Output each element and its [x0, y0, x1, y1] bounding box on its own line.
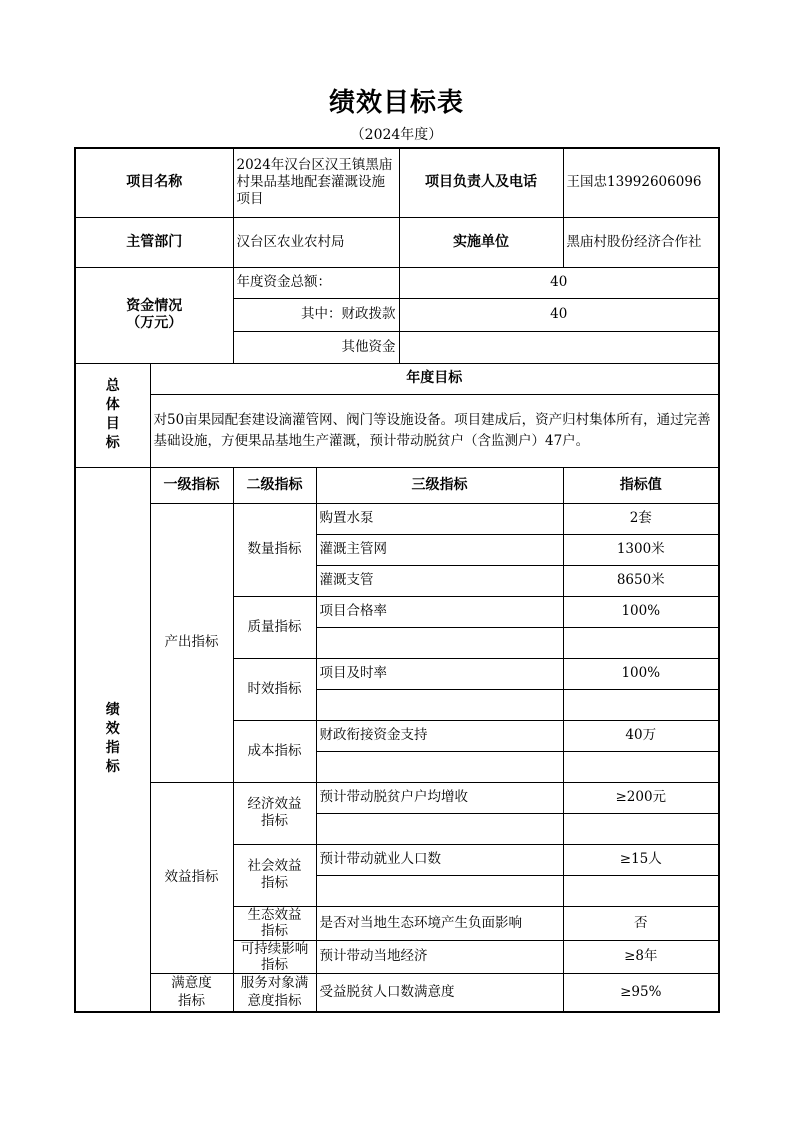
overall-goal-side-label — [75, 363, 150, 467]
side-char: 目 — [105, 416, 120, 432]
level2-cost: 成本指标 — [233, 720, 316, 782]
indicator-cell — [316, 751, 563, 782]
value-cell — [563, 751, 719, 782]
value-cell — [563, 875, 719, 906]
level1-satisfaction: 满意度指标 — [150, 973, 233, 1012]
value-cell: 2套 — [563, 503, 719, 534]
project-name-label: 项目名称 — [75, 148, 233, 217]
indicator-cell: 灌溉支管 — [316, 565, 563, 596]
side-char: 指 — [105, 740, 120, 757]
indicator-cell: 受益脱贫人口数满意度 — [316, 973, 563, 1012]
table-row — [75, 148, 719, 217]
funds-fiscal-value: 40 — [399, 298, 719, 331]
value-cell — [563, 627, 719, 658]
value-cell: ≥95% — [563, 973, 719, 1012]
level1-benefit: 效益指标 — [150, 782, 233, 973]
funds-label — [75, 267, 233, 363]
level2-sustainable: 可持续影响指标 — [233, 940, 316, 973]
dept-value: 汉台区农业农村局 — [233, 217, 399, 267]
indicator-cell: 是否对当地生态环境产生负面影响 — [316, 906, 563, 940]
funds-other-value — [399, 331, 719, 363]
project-name-value: 2024年汉台区汉王镇黑庙村果品基地配套灌溉设施项目 — [233, 148, 399, 217]
indicator-cell: 项目及时率 — [316, 658, 563, 689]
header-level1: 一级指标 — [150, 467, 233, 503]
indicator-cell: 预计带动就业人口数 — [316, 844, 563, 875]
table-row — [75, 782, 719, 813]
level2-quantity: 数量指标 — [233, 503, 316, 596]
table-row — [75, 503, 719, 534]
value-cell: ≥8年 — [563, 940, 719, 973]
dept-label: 主管部门 — [75, 217, 233, 267]
level2-ecological: 生态效益指标 — [233, 906, 316, 940]
header-level2: 二级指标 — [233, 467, 316, 503]
value-cell: 100% — [563, 658, 719, 689]
table-row — [75, 467, 719, 503]
indicator-cell: 预计带动当地经济 — [316, 940, 563, 973]
side-char: 总 — [105, 378, 120, 394]
performance-target-table — [74, 147, 720, 1013]
table-row — [75, 267, 719, 298]
level1-output: 产出指标 — [150, 503, 233, 782]
funds-fiscal-label: 其中：财政拨款 — [233, 298, 399, 331]
project-owner-value: 王国忠13992606096 — [563, 148, 719, 217]
side-char: 标 — [105, 759, 120, 776]
project-owner-label: 项目负责人及电话 — [399, 148, 563, 217]
value-cell: ≥15人 — [563, 844, 719, 875]
header-value: 指标值 — [563, 467, 719, 503]
annual-goal-header: 年度目标 — [150, 363, 719, 394]
side-char: 绩 — [105, 702, 120, 719]
table-row — [75, 363, 719, 394]
value-cell: 8650米 — [563, 565, 719, 596]
indicator-cell — [316, 813, 563, 844]
funds-total-label: 年度资金总额： — [233, 267, 399, 298]
value-cell — [563, 813, 719, 844]
impl-label: 实施单位 — [399, 217, 563, 267]
table-row — [75, 217, 719, 267]
level2-timeliness: 时效指标 — [233, 658, 316, 720]
level2-social: 社会效益指标 — [233, 844, 316, 906]
table-row — [75, 394, 719, 467]
funds-other-label: 其他资金 — [233, 331, 399, 363]
level2-quality: 质量指标 — [233, 596, 316, 658]
indicator-cell: 财政衔接资金支持 — [316, 720, 563, 751]
indicator-cell: 预计带动脱贫户户均增收 — [316, 782, 563, 813]
impl-value: 黑庙村股份经济合作社 — [563, 217, 719, 267]
indicator-cell — [316, 875, 563, 906]
table-row — [75, 973, 719, 1012]
header-level3: 三级指标 — [316, 467, 563, 503]
performance-side-label — [75, 467, 150, 1012]
value-cell — [563, 689, 719, 720]
indicator-cell: 灌溉主管网 — [316, 534, 563, 565]
level2-economic: 经济效益指标 — [233, 782, 316, 844]
indicator-cell — [316, 627, 563, 658]
side-char: 标 — [105, 435, 120, 451]
level2-service: 服务对象满意度指标 — [233, 973, 316, 1012]
page-subtitle: （2024年度） — [350, 127, 443, 143]
indicator-cell: 购置水泵 — [316, 503, 563, 534]
funds-total-value: 40 — [399, 267, 719, 298]
value-cell: 否 — [563, 906, 719, 940]
value-cell: 1300米 — [563, 534, 719, 565]
value-cell: 40万 — [563, 720, 719, 751]
value-cell: ≥200元 — [563, 782, 719, 813]
funds-label-line2: （万元） — [126, 315, 183, 331]
value-cell: 100% — [563, 596, 719, 627]
funds-label-line1: 资金情况 — [126, 298, 183, 314]
annual-goal-text: 对50亩果园配套建设滴灌管网、阀门等设施设备。项目建成后，资产归村集体所有，通过完善基础设施，方便果品基地生产灌溉，预计带动脱贫户（含监测户）47户。 — [150, 394, 719, 467]
indicator-cell — [316, 689, 563, 720]
side-char: 体 — [105, 397, 120, 413]
side-char: 效 — [105, 721, 120, 738]
page-title: 绩效目标表 — [328, 88, 464, 118]
indicator-cell: 项目合格率 — [316, 596, 563, 627]
